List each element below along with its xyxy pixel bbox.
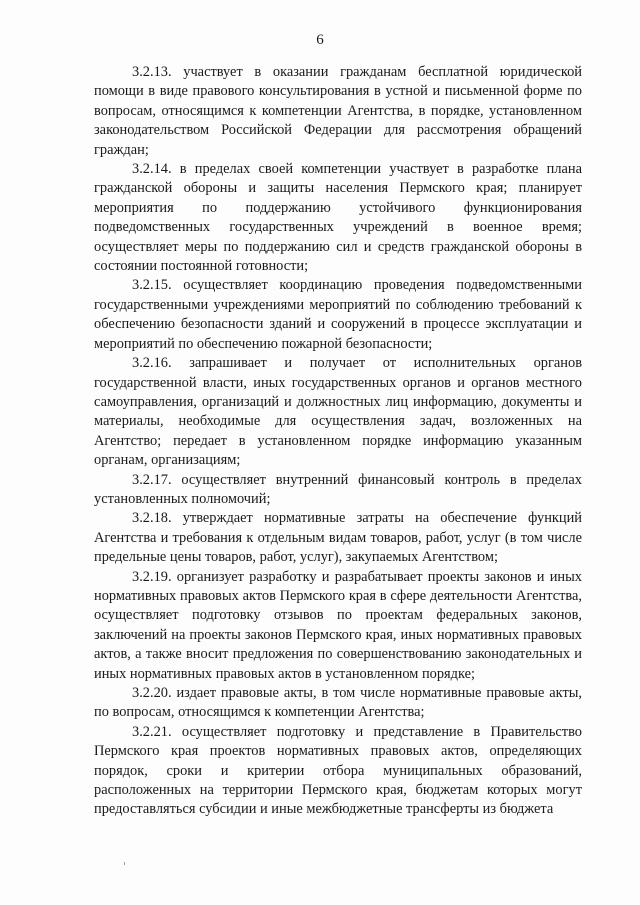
paragraph-3-2-16: 3.2.16. запрашивает и получает от исполнительных органов государственной власти, иных государственных органов и органов местного самоуправления, организаций и должностных лиц информацию, документы и материалы, необходимые для осуществления задач, возложенных на Агентство; передает в установленном порядке информацию указанным органам, организациям; xyxy=(94,355,582,469)
paragraph-3-2-18: 3.2.18. утверждает нормативные затраты на обеспечение функций Агентства и требования к отдельным видам товаров, работ, услуг (в том числе предельные цены товаров, работ, услуг), закупаемых Агентством; xyxy=(94,510,582,566)
paragraph-3-2-21: 3.2.21. осуществляет подготовку и представление в Правительство Пермского края проектов нормативных правовых актов, определяющих порядок, сроки и критерии отбора муниципальных образований, расположенных на территории Пермского края, бюджетам которых могут предоставляться субсидии и иные межбюджетные трансферты из бюджета xyxy=(94,723,582,818)
paragraph-3-2-14: 3.2.14. в пределах своей компетенции участвует в разработке плана гражданской обороны и защиты населения Пермского края; планирует мероприятия по поддержанию устойчивого функционирования подведомственных государственных учреждений в военное время; осуществляет меры по поддержанию сил и средств гражданской обороны в состоянии постоянной готовности; xyxy=(94,161,582,275)
paragraph-3-2-17: 3.2.17. осуществляет внутренний финансовый контроль в пределах установленных полномочий; xyxy=(94,471,582,507)
document-body xyxy=(94,63,582,820)
paragraph-3-2-20: 3.2.20. издает правовые акты, в том числе нормативные правовые акты, по вопросам, относящимся к компетенции Агентства; xyxy=(94,685,582,721)
scan-speck xyxy=(124,862,125,865)
paragraph-3-2-15: 3.2.15. осуществляет координацию проведения подведомственными государственными учреждениями мероприятий по соблюдению требований к обеспечению безопасности зданий и сооружений в процессе эксплуатации и мероприятий по обеспечению пожарной безопасности; xyxy=(94,277,582,352)
paragraph-3-2-19: 3.2.19. организует разработку и разрабатывает проекты законов и иных нормативных правовых актов Пермского края в сфере деятельности Агентства, осуществляет подготовку отзывов по проектам федеральных законов, заключений на проекты законов Пермского края, иных нормативных правовых актов, а также вносит предложения по совершенствованию законодательных и иных нормативных правовых актов в установленном порядке; xyxy=(94,568,582,682)
page-number: 6 xyxy=(316,32,324,48)
paragraph-3-2-13: 3.2.13. участвует в оказании гражданам бесплатной юридической помощи в виде правового консультирования в устной и письменной форме по вопросам, относящимся к компетенции Агентства, в порядке, установленном законодательством Российской Федерации для рассмотрения обращений граждан; xyxy=(94,64,582,158)
